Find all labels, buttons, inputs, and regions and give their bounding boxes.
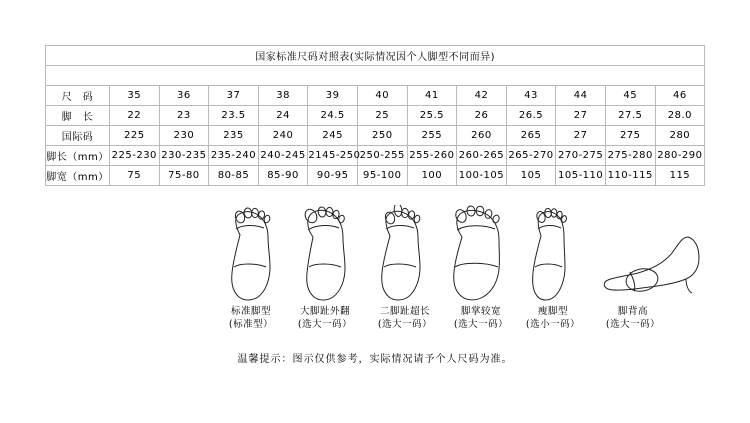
table-cell: 35 (110, 86, 160, 106)
table-cell: 80-85 (209, 166, 259, 186)
table-cell: 245 (308, 126, 358, 146)
table-cell: 36 (159, 86, 209, 106)
table-cell: 270-275 (556, 146, 606, 166)
foot-type-note: (选大一码） (297, 319, 353, 330)
table-cell: 280 (655, 126, 705, 146)
table-cell: 25 (357, 106, 407, 126)
foot-type-name: 脚背高 (617, 306, 648, 317)
row-header: 脚宽（mm） (46, 166, 110, 186)
foot-type-name: 二脚趾超长 (379, 306, 430, 317)
table-cell: 27 (556, 126, 606, 146)
table-cell: 23 (159, 106, 209, 126)
table-title-row (46, 46, 705, 66)
row-header: 脚长（mm） (46, 146, 110, 166)
foot-type-note: (标准型） (228, 319, 274, 330)
table-cell: 275-280 (605, 146, 655, 166)
table-cell: 240 (258, 126, 308, 146)
size-chart-sheet (45, 45, 705, 186)
table-cell: 115 (655, 166, 705, 186)
foot-type-label (515, 305, 591, 331)
row-header: 尺 码 (46, 86, 110, 106)
table-spacer-cell (46, 66, 705, 86)
table-cell: 46 (655, 86, 705, 106)
table-cell: 250-255 (357, 146, 407, 166)
table-cell: 100 (407, 166, 457, 186)
table-cell: 39 (308, 86, 358, 106)
foot-narrow-icon (520, 205, 578, 305)
table-cell: 28.0 (655, 106, 705, 126)
foot-type-label (593, 305, 673, 331)
table-cell: 42 (457, 86, 507, 106)
table-title: 国家标准尺码对照表(实际情况因个人脚型不同而异) (46, 46, 705, 66)
table-row (46, 166, 705, 186)
table-cell: 24 (258, 106, 308, 126)
table-cell: 265 (506, 126, 556, 146)
foot-type-labels (45, 305, 705, 335)
table-cell: 230-235 (159, 146, 209, 166)
table-cell: 275 (605, 126, 655, 146)
table-cell: 265-270 (506, 146, 556, 166)
table-cell: 225 (110, 126, 160, 146)
foot-type-label (215, 305, 287, 331)
table-cell: 90-95 (308, 166, 358, 186)
table-row (46, 86, 705, 106)
table-cell: 110-115 (605, 166, 655, 186)
foot-wide-icon (443, 205, 513, 305)
table-cell: 225-230 (110, 146, 160, 166)
table-cell: 22 (110, 106, 160, 126)
table-cell: 105 (506, 166, 556, 186)
foot-bunion-icon (295, 205, 357, 305)
foot-illustrations (45, 205, 705, 315)
table-cell: 240-245 (258, 146, 308, 166)
table-cell: 25.5 (407, 106, 457, 126)
foot-type-note: (选大一码） (605, 319, 661, 330)
row-header: 脚 长 (46, 106, 110, 126)
table-cell: 43 (506, 86, 556, 106)
table-cell: 40 (357, 86, 407, 106)
foot-type-note: (选大一码） (453, 319, 509, 330)
table-cell: 235-240 (209, 146, 259, 166)
table-cell: 45 (605, 86, 655, 106)
table-cell: 255 (407, 126, 457, 146)
foot-type-note: (选小一码） (525, 319, 581, 330)
table-cell: 255-260 (407, 146, 457, 166)
foot-type-name: 标准脚型 (230, 306, 271, 317)
tip-text: 温馨提示：图示仅供参考，实际情况请予个人尺码为准。 (237, 354, 513, 365)
foot-type-name: 大脚趾外翻 (299, 306, 350, 317)
table-cell: 95-100 (357, 166, 407, 186)
table-cell: 37 (209, 86, 259, 106)
foot-type-label (363, 305, 447, 331)
table-cell: 26.5 (506, 106, 556, 126)
table-row (46, 126, 705, 146)
size-table (45, 45, 705, 186)
foot-type-note: (选大一码） (377, 319, 433, 330)
table-row (46, 146, 705, 166)
table-cell: 250 (357, 126, 407, 146)
table-cell: 105-110 (556, 166, 606, 186)
table-cell: 27.5 (605, 106, 655, 126)
table-cell: 75 (110, 166, 160, 186)
table-cell: 235 (209, 126, 259, 146)
table-row (46, 106, 705, 126)
table-cell: 24.5 (308, 106, 358, 126)
foot-long-second-toe-icon (370, 205, 432, 305)
table-cell: 44 (556, 86, 606, 106)
table-cell: 23.5 (209, 106, 259, 126)
table-cell: 2145-250 (308, 146, 358, 166)
table-cell: 26 (457, 106, 507, 126)
table-cell: 75-80 (159, 166, 209, 186)
table-cell: 27 (556, 106, 606, 126)
table-cell: 85-90 (258, 166, 308, 186)
table-spacer-row (46, 66, 705, 86)
foot-type-label (283, 305, 367, 331)
table-cell: 260-265 (457, 146, 507, 166)
table-cell: 100-105 (457, 166, 507, 186)
foot-type-name: 脚掌较宽 (460, 306, 501, 317)
row-header: 国际码 (46, 126, 110, 146)
table-cell: 38 (258, 86, 308, 106)
table-cell: 260 (457, 126, 507, 146)
foot-type-label (441, 305, 521, 331)
foot-standard-icon (220, 205, 282, 305)
table-cell: 41 (407, 86, 457, 106)
foot-type-name: 瘦脚型 (537, 306, 568, 317)
foot-high-instep-icon (600, 233, 710, 308)
table-cell: 280-290 (655, 146, 705, 166)
table-cell: 230 (159, 126, 209, 146)
